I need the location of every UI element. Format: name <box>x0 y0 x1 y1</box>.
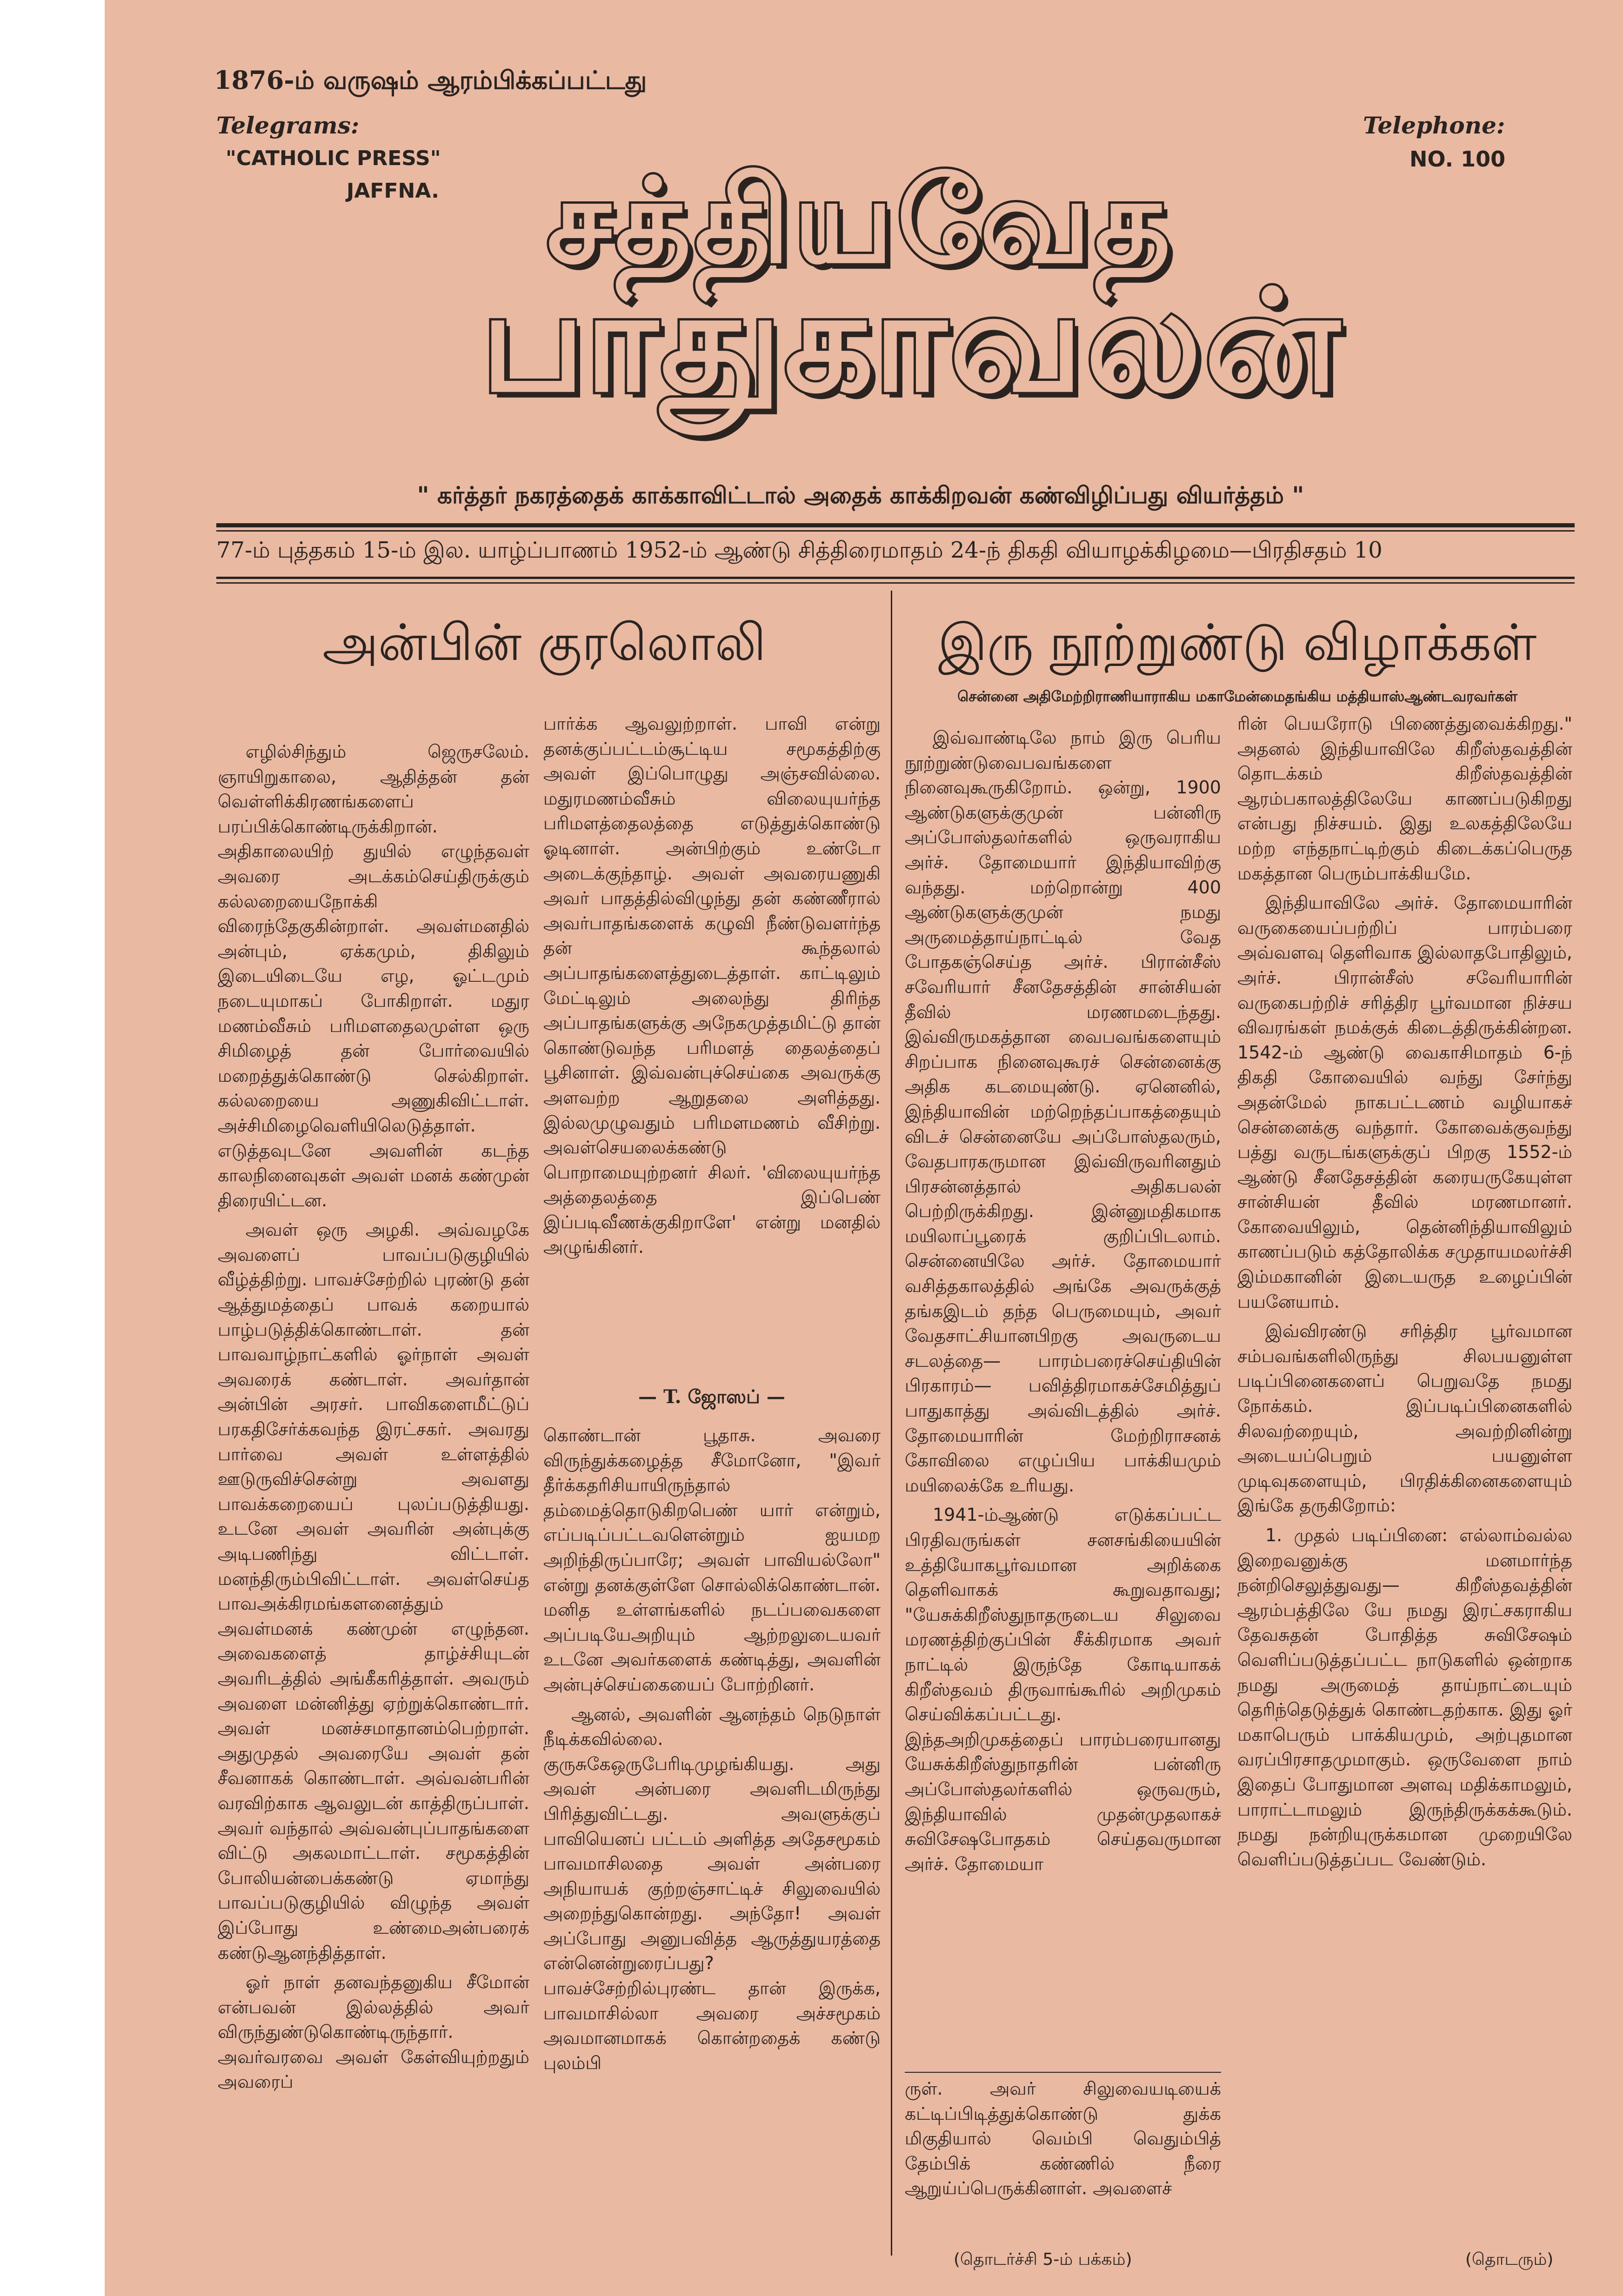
article1-title: அன்பின் குரலொலி <box>322 614 766 672</box>
rule-top-thick <box>216 523 1575 527</box>
paragraph: ஓர் நாள் தனவந்தனுகிய சீமோன் என்பவன் இல்லத்தில் அவர் விருந்துண்டுகொண்டிருந்தார். அவர்வரவை அவள் கேள்வியுற்றதும் அவரைப் <box>218 1972 529 2092</box>
article2-byline: சென்னை அதிமேற்றிராணியாராகிய மகாமேன்மைதங்கிய மத்தியாஸ்ஆண்டவரவர்கள் <box>957 688 1517 705</box>
article2-column-2 <box>1237 712 1572 2242</box>
paragraph: ருள். அவர் சிலுவையடியைக் கட்டிப்பிடித்துக்கொண்டு துக்க மிகுதியால் வெம்பி வெதும்பித் தேம்பிக் கண்ணில் நீரை ஆறுய்ப்பெருக்கினாள். அவளைச் <box>905 2078 1221 2199</box>
masthead-line-1: சத்தியவேத <box>547 153 1175 289</box>
article1-column-1 <box>218 739 529 2246</box>
paragraph: எழில்சிந்தும் ஜெருசலேம். ஞாயிறுகாலை, ஆதித்தன் தன் வெள்ளிக்கிரணங்களைப் பரப்பிக்கொண்டிருக்கிறான். அதிகாலையிற் துயில் எழுந்தவள் அவரை அடக்கம்செய்திருக்கும் கல்லறையைநோக்கி விரைந்தேகுகின்றாள். அவள்மனதில் அன்பும், ஏக்கமும், திகிலும் இடையிடையே எழ, ஓட்டமும் நடையுமாகப் போகிறாள். மதுர மணம்வீசும் பரிமளதைலமுள்ள ஒரு சிமிழைத் தன் போர்வையில் மறைத்துக்கொண்டு செல்கிறாள். கல்லறையை அணுகிவிட்டாள். அச்சிமிழைவெளியிலெடுத்தாள். எடுத்தவுடனே அவளின் கடந்த காலநினைவுகள் அவள் மனக் கண்முன் திரையிட்டன. <box>218 741 529 1211</box>
rule-bottom-thick <box>216 577 1575 579</box>
paragraph: 1. முதல் படிப்பினை: எல்லாம்வல்ல இறைவனுக்கு மனமார்ந்த நன்றிசெலுத்துவது— கிறீஸ்தவத்தின் ஆரம்பத்திலே யே நமது இரட்சகராகிய தேவசுதன் போதித்த சுவிசேஷம் வெளிப்படுத்தப்பட்ட நாடுகளில் ஒன்றாக நமது அருமைத் தாய்நாட்டையும் தெரிந்தெடுத்துக் கொண்டதற்காக. இது ஓர் மகாபெரும் பாக்கியமும், அற்புதமான வரப்பிரசாதமுமாகும். ஒருவேளை நாம் இதைப் போதுமான அளவு மதிக்காமலும், பாராட்டாமலும் இருந்திருக்கக்கூடும். நமது நன்றியுருக்கமான முறையிலே வெளிப்படுத்தப்பட வேண்டும். <box>1237 1525 1572 1870</box>
motto: " கர்த்தர் நகரத்தைக் காக்காவிட்டால் அதைக் காக்கிறவன் கண்விழிப்பது வியர்த்தம் " <box>417 481 1304 509</box>
article1-column-2-bottom <box>543 1423 881 2237</box>
rule-bottom-thin <box>216 582 1575 584</box>
paragraph: இவ்விரண்டு சரித்திர பூர்வமான சம்பவங்களிலிருந்து சிலபயனுள்ள படிப்பினைகளைப் பெறுவதே நமது நோக்கம். இப்படிப்பினைகளில் சிலவற்றையும், அவற்றினின்று அடையப்பெறும் பயனுள்ள முடிவுகளையும், பிரதிக்கினைகளையும் இங்கே தருகிறோம்: <box>1237 1321 1572 1516</box>
telegrams-address: "CATHOLIC PRESS" <box>226 146 441 170</box>
telephone-label: Telephone: <box>1363 112 1505 139</box>
article1-column-2-top <box>543 712 881 1381</box>
masthead-line-2: பாதுகாவலன் <box>481 260 1342 423</box>
article2-column-1 <box>905 725 1221 2074</box>
column-break-rule <box>905 2072 1221 2073</box>
paragraph: பார்க்க ஆவலுற்றாள். பாவி என்று தனக்குப்பட்டம்சூட்டிய சமூகத்திற்கு அவள் இப்பொழுது அஞ்சவில்லை. மதுரமணம்வீசும் விலையுயர்ந்த பரிமளத்தைலத்தை எடுத்துக்கொண்டு ஓடினாள். அன்பிற்கும் உண்டோ அடைக்குந்தாழ். அவள் அவரையணுகி அவர் பாதத்தில்விழுந்து தன் கண்ணீரால் அவர்பாதங்களைக் கழுவி நீண்டுவளர்ந்த தன் கூந்தலால் அப்பாதங்களைத்துடைத்தாள். காட்டிலும் மேட்டிலும் அலைந்து திரிந்த அப்பாதங்களுக்கு அநேகமுத்தமிட்டு தான் கொண்டுவந்த பரிமளத் தைலத்தைப் பூசினாள். இவ்வன்புச்செய்கை அவருக்கு அளவற்ற ஆறுதலை அளித்தது. இல்லமுழுவதும் பரிமளமணம் வீசிற்று. அவள்செயலைக்கண்டு பொறாமையுற்றனர் சிலர். 'விலையுயர்ந்த அத்தைலத்தை இப்பெண் இப்படிவீணக்குகிறாளே' என்று மனதில் அழுங்கினர். <box>543 713 881 1258</box>
paragraph: அவள் ஒரு அழகி. அவ்வழகே அவளைப் பாவப்படுகுழியில் வீழ்த்திற்று. பாவச்சேற்றில் புரண்டு தன் ஆத்துமத்தைப் பாவக் கறையால் பாழ்படுத்திக்கொண்டாள். தன் பாவவாழ்நாட்களில் ஓர்நாள் அவள் அவரைக் கண்டாள். அவர்தான் அன்பின் அரசர். பாவிகளைமீட்டுப் பரகதிசேர்க்கவந்த இரட்சகர். அவரது பார்வை அவள் உள்ளத்தில் ஊடுருவிச்சென்று அவளது பாவக்கறையைப் புலப்படுத்தியது. உடனே அவள் அவரின் அன்புக்கு அடிபணிந்து விட்டாள். மனந்திரும்பிவிட்டாள். அவள்செய்த பாவஅக்கிரமங்களனைத்தும் அவள்மனக் கண்முன் எழுந்தன. அவைகளைத் தாழ்ச்சியுடன் அவரிடத்தில் அங்கீகரித்தாள். அவரும் அவளை மன்னித்து ஏற்றுக்கொண்டார். அவள் மனச்சமாதானம்பெற்றாள். அதுமுதல் அவரையே அவள் தன் சீவனாகக் கொண்டாள். அவ்வன்பரின் வரவிற்காக ஆவலுடன் காத்திருப்பாள். அவர் வந்தால் அவ்வன்புப்பாதங்களை விட்டு அகலமாட்டாள். சமூகத்தின் போலியன்பைக்கண்டு ஏமாந்து பாவப்படுகுழியில் விழுந்த அவள் இப்போது உண்மைஅன்பரைக் கண்டுஆனந்தித்தாள். <box>218 1219 529 1963</box>
paragraph: இந்தியாவிலே அர்ச். தோமையாரின் வருகையைப்பற்றிப் பாரம்பரை அவ்வளவு தெளிவாக இல்லாதபோதிலும், அர்ச். பிரான்சீஸ் சவேரியாரின் வருகைபற்றிச் சரித்திர பூர்வமான நிச்சய விவரங்கள் நமக்குக் கிடைத்திருக்கின்றன. 1542-ம் ஆண்டு வைகாசிமாதம் 6-ந் திகதி கோவையில் வந்து சேர்ந்து அதன்மேல் நாகபட்டணம் வழியாகச் சென்னைக்கு வந்தார். கோவைக்குவந்து பத்து வருடங்களுக்குப் பிறகு 1552-ம் ஆண்டு சீனதேசத்தின் கரையருகேயுள்ள சான்சியன் தீவில் மரணமானர். கோவையிலும், தென்னிந்தியாவிலும் காணப்படும் கத்தோலிக்க சமுதாயமலர்ச்சி இம்மகானின் இடையருத உழைப்பின் பயனேயாம். <box>1237 892 1572 1312</box>
paragraph: கொண்டான் பூதாசு. அவரை விருந்துக்கழைத்த சீமோனோ, "இவர் தீர்க்கதரிசியாயிருந்தால் தம்மைத்தொடுகிறபெண் யார் என்றும், எப்படிப்பட்டவளென்றும் ஐயமற அறிந்திருப்பாரே; அவள் பாவியல்லோ" என்று தனக்குள்ளே சொல்லிக்கொண்டான். மனித உள்ளங்களில் நடப்பவைகளை அப்படியேஅறியும் ஆற்றலுடையவர் உடனே அவர்களைக் கண்டித்து, அவளின் அன்புச்செய்கையைப் போற்றினர். <box>543 1425 881 1695</box>
rule-top-thin <box>216 530 1575 532</box>
telephone-number: NO. 100 <box>1409 146 1506 172</box>
telegrams-city: JAFFNA. <box>347 179 439 203</box>
article2-title: இரு நூற்றுண்டு விழாக்கள் <box>938 614 1537 672</box>
article1-continuation <box>905 2076 1221 2230</box>
telegrams-label: Telegrams: <box>216 112 360 139</box>
paragraph: இவ்வாண்டிலே நாம் இரு பெரிய நூற்றுண்டுவைபவங்களை நினைவுகூருகிறோம். ஒன்று, 1900 ஆண்டுகளுக்குமுன் பன்னிரு அப்போஸ்தலர்களில் ஒருவராகிய அர்ச். தோமையார் இந்தியாவிற்கு வந்தது. மற்றொன்று 400 ஆண்டுகளுக்குமுன் நமது அருமைத்தாய்நாட்டில் வேத போதகஞ்செய்த அர்ச். பிரான்சீஸ் சவேரியார் சீனதேசத்தின் சான்சியன் தீவில் மரணமடைந்தது. இவ்விருமகத்தான வைபவங்களையும் சிறப்பாக நினைவுகூரச் சென்னைக்கு அதிக கடமையுண்டு. ஏனெனில், இந்தியாவின் மற்றெந்தப்பாகத்தையும் விடச் சென்னையே அப்போஸ்தலரும், வேதபாரகருமான இவ்விருவரினதும் பிரசன்னத்தால் அதிகபலன் பெற்றிருக்கிறது. இன்னுமதிகமாக மயிலாப்பூரைக் குறிப்பிடலாம். சென்னையிலே அர்ச். தோமையார் வசித்தகாலத்தில் அங்கே அவருக்குத் தங்கஇடம் தந்த பெருமையும், அவர் வேதசாட்சியானபிறகு அவருடைய சடலத்தை— பாரம்பரைச்செய்தியின் பிரகாரம்— பவித்திரமாகச்சேமித்துப் பாதுகாத்து அவ்விடத்தில் அர்ச். தோமையாரின் மேற்றிராசனக் கோவிலை எழுப்பிய பாக்கியமும் மயிலைக்கே உரியது. <box>905 727 1221 1496</box>
paragraph: ஆனல், அவளின் ஆனந்தம் நெடுநாள் நீடிக்கவில்லை. குருசுகேஒருபேரிடிமுழங்கியது. அது அவள் அன்பரை அவளிடமிருந்து பிரித்துவிட்டது. அவளுக்குப் பாவியெனப் பட்டம் அளித்த அதேசமூகம் பாவமாசிலதை அவள் அன்பரை அநியாயக் குற்றஞ்சாட்டிச் சிலுவையில் அறைந்துகொன்றது. அந்தோ! அவள் அப்போது அனுபவித்த ஆருத்துயரத்தை என்னென்றுரைப்பது? பாவச்சேற்றில்புரண்ட தான் இருக்க, பாவமாசில்லா அவரை அச்சமூகம் அவமானமாகக் கொன்றதைக் கண்டு புலம்பி <box>543 1704 881 2073</box>
continued-note: (தொடர்ச்சி 5-ம் பக்கம்) <box>954 2250 1132 2269</box>
dateline: 77-ம் புத்தகம் 15-ம் இல. யாழ்ப்பாணம் 1952-ம் ஆண்டு சித்திரைமாதம் 24-ந் திகதி வியாழக்கிழமை—பிரதிசதம் 10 <box>216 537 1383 563</box>
paragraph: ரின் பெயரோடு பிணைத்துவைக்கிறது." அதனல் இந்தியாவிலே கிறீஸ்தவத்தின் தொடக்கம் கிறீஸ்தவத்தின் ஆரம்பகாலத்திலேயே காணப்படுகிறது என்பது நிச்சயம். இது உலகத்திலேயே மற்ற எந்தநாட்டிற்கும் கிடைக்கப்பெருத மகத்தான பெரும்பாக்கியமே. <box>1237 713 1572 884</box>
paragraph: 1941-ம்ஆண்டு எடுக்கப்பட்ட பிரதிவருங்கள் சனசங்கியையின் உத்தியோகபூர்வமான அறிக்கை தெளிவாகக் கூறுவதாவது; "யேசுக்கிறீஸ்துநாதருடைய சிலுவை மரணத்திற்குப்பின் சீக்கிரமாக அவர் நாட்டில் இருந்தே கோடியாகக் கிறீஸ்தவம் திருவாங்கூரில் அறிமுகம் செய்விக்கப்பட்டது. இந்தஅறிமுகத்தைப் பாரம்பரையானது யேசுக்கிறீஸ்துநாதரின் பன்னிரு அப்போஸ்தலர்களில் ஒருவரும், இந்தியாவில் முதன்முதலாகச் சுவிசேஷபோதகம் செய்தவருமான அர்ச். தோமையா <box>905 1504 1221 1874</box>
column-divider <box>891 591 892 2256</box>
to-be-continued-note: (தொடரும்) <box>1465 2250 1554 2269</box>
established-note: 1876-ம் வருஷம் ஆரம்பிக்கப்பட்டது <box>214 65 647 95</box>
article1-byline: — T. ஜோஸப் — <box>638 1386 785 1408</box>
